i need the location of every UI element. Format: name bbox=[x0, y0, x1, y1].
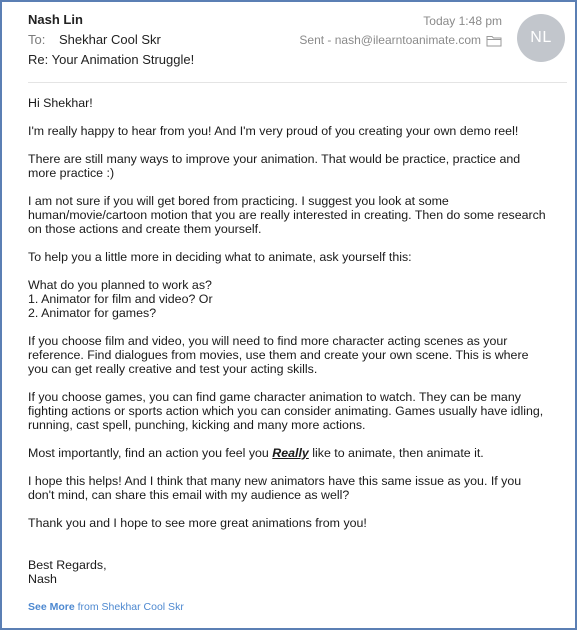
body-paragraph-7 bbox=[28, 446, 548, 460]
really-emphasis: Really bbox=[272, 446, 309, 460]
signoff: Best Regards, bbox=[28, 558, 107, 572]
recipient-name[interactable]: Shekhar Cool Skr bbox=[58, 32, 161, 47]
folder-icon[interactable] bbox=[486, 34, 502, 47]
header-divider bbox=[28, 82, 567, 83]
list-item-1: 1. Animator for film and video? Or bbox=[28, 292, 213, 306]
body-paragraph-9: Thank you and I hope to see more great animations from you! bbox=[28, 516, 367, 530]
p7-before: Most importantly, find an action you feel you bbox=[28, 446, 273, 460]
avatar[interactable] bbox=[517, 14, 565, 62]
body-paragraph-4: To help you a little more in deciding what to animate, ask yourself this: bbox=[28, 250, 412, 264]
email-date: Today 1:48 pm bbox=[423, 14, 502, 28]
see-more-link[interactable]: See More bbox=[28, 601, 75, 613]
question-list bbox=[28, 278, 548, 320]
body-paragraph-8: I hope this helps! And I think that many new animators have this same issue as you. If you don't mind, can share this email with my audience as well? bbox=[28, 474, 522, 502]
p7-after: like to animate, then animate it. bbox=[308, 446, 484, 460]
email-header bbox=[2, 2, 575, 80]
sent-account-label: Sent - nash@ilearntoanimate.com bbox=[299, 33, 481, 47]
email-body bbox=[28, 96, 548, 600]
email-subject: Re: Your Animation Struggle! bbox=[28, 52, 195, 67]
recipient-row bbox=[28, 32, 161, 47]
signature-block bbox=[28, 558, 548, 586]
body-paragraph-3: I am not sure if you will get bored from practicing. I suggest you look at some human/movie/cartoon motion that you are really interested in creating. Then do some research on those actions and create them yourself. bbox=[28, 194, 546, 236]
list-item-2: 2. Animator for games? bbox=[28, 306, 157, 320]
see-more-from: from Shekhar Cool Skr bbox=[74, 601, 184, 613]
list-intro: What do you planned to work as? bbox=[28, 278, 212, 292]
sent-mailbox-row bbox=[299, 33, 502, 47]
sender-name[interactable]: Nash Lin bbox=[28, 12, 83, 27]
signature-name: Nash bbox=[28, 572, 57, 586]
body-paragraph-1: I'm really happy to hear from you! And I'm very proud of you creating your own demo reel! bbox=[28, 124, 519, 138]
see-more-footer bbox=[28, 601, 184, 613]
body-paragraph-5: If you choose film and video, you will need to find more character acting scenes as your reference. Find dialogues from movies, use them and create your own scene. This is where you can get really creative and test your acting skills. bbox=[28, 334, 529, 376]
avatar-initials: NL bbox=[530, 29, 552, 46]
greeting: Hi Shekhar! bbox=[28, 96, 93, 110]
body-paragraph-2: There are still many ways to improve your animation. That would be practice, practice and more practice :) bbox=[28, 152, 521, 180]
to-label: To: bbox=[28, 32, 46, 47]
body-paragraph-6: If you choose games, you can find game character animation to watch. They can be many fighting actions or sports action which you can consider animating. Games usually have idling, running, cast spell, punching, kicking and many more actions. bbox=[28, 390, 544, 432]
